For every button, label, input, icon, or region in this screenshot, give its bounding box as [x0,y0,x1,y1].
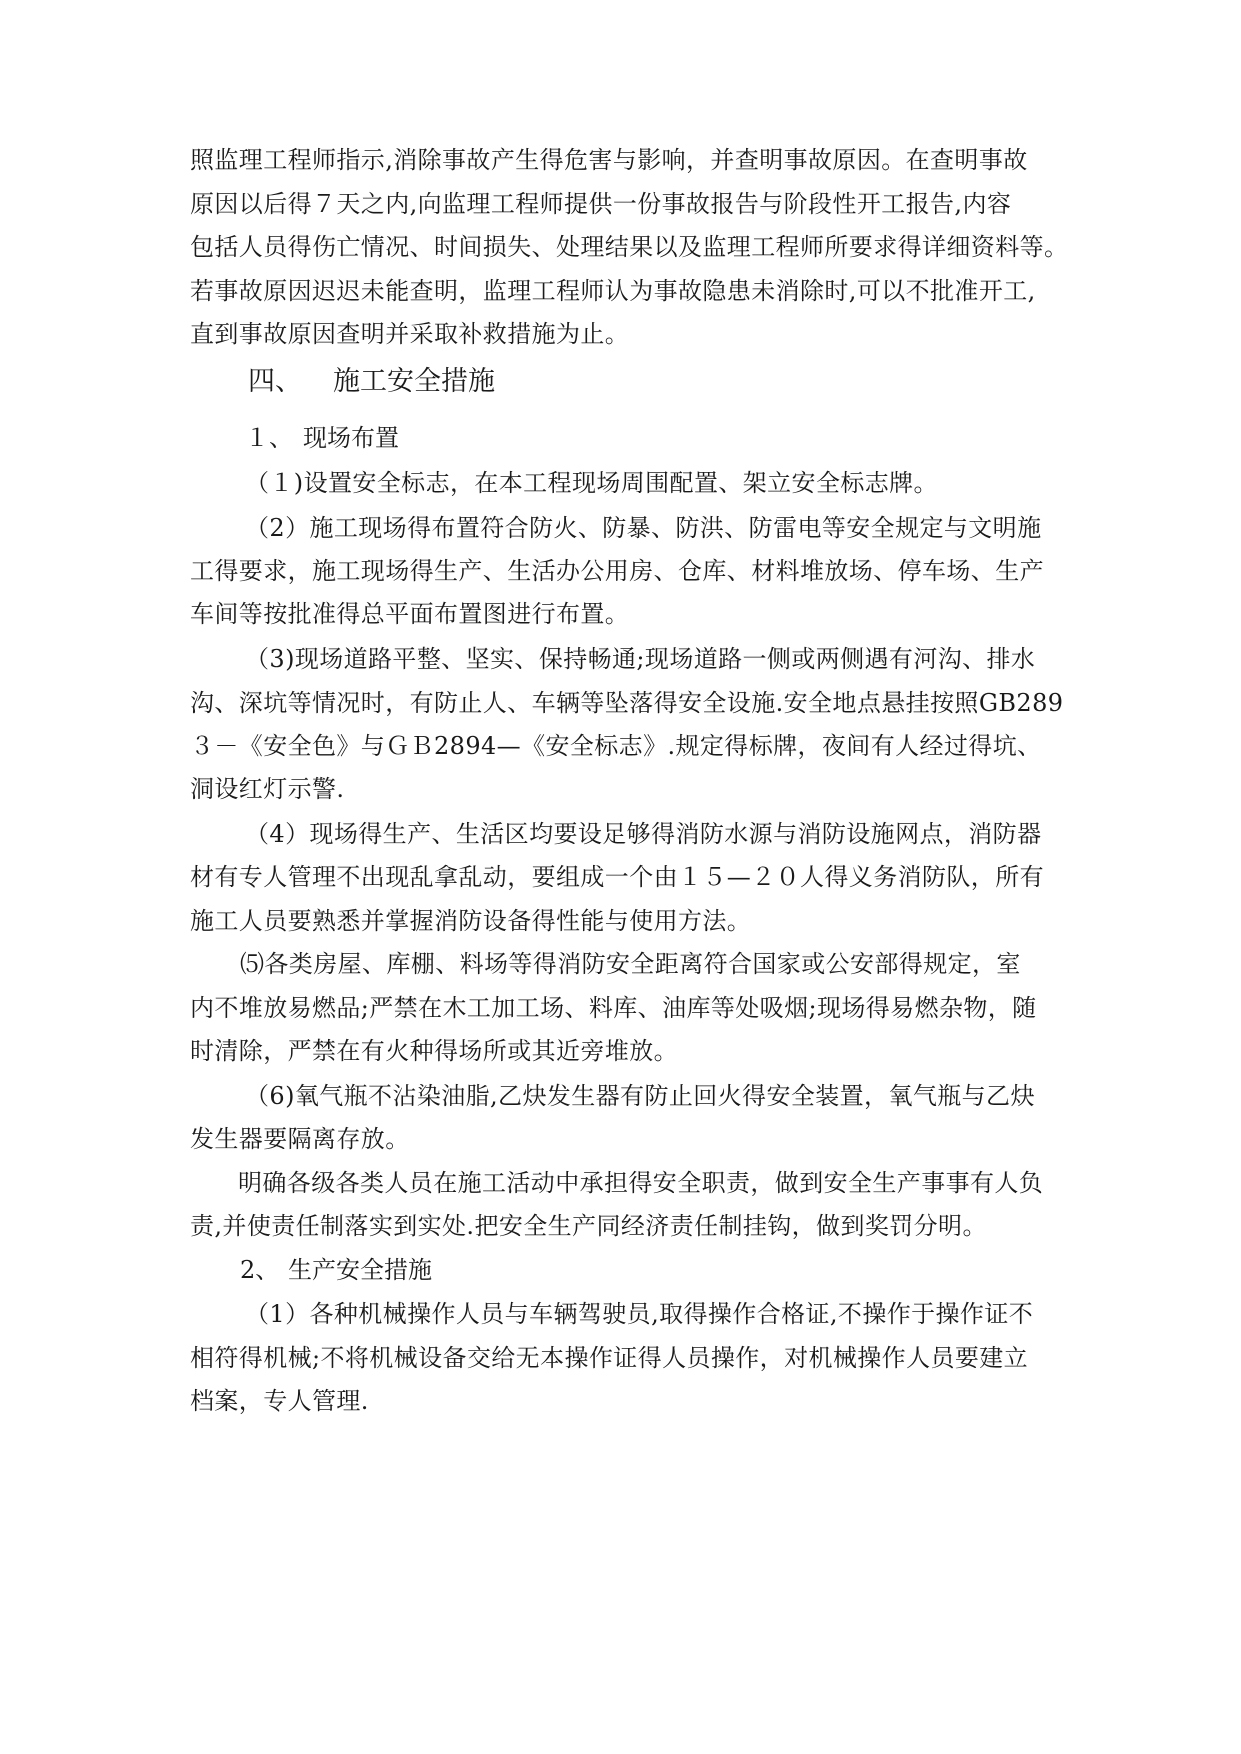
item-2-line-2: 工得要求，施工现场得生产、生活办公用房、仓库、材料堆放场、停车场、生产 [190,557,1044,585]
item-3-line-2: 沟、深坑等情况时，有防止人、车辆等坠落得安全设施.安全地点悬挂按照GB289 [190,689,1064,717]
intro-line-5: 直到事故原因查明并采取补救措施为止。 [190,320,630,348]
item-2-1-line-2: 相符得机械;不将机械设备交给无本操作证得人员操作，对机械操作人员要建立 [190,1344,1029,1372]
item-6-line-1: （6)氧气瓶不沾染油脂,乙炔发生器有防止回火得安全装置，氧气瓶与乙炔 [245,1082,1035,1110]
item-2-line-3: 车间等按批准得总平面布置图进行布置。 [190,600,630,628]
item-1-line-1: （１)设置安全标志，在本工程现场周围配置、架立安全标志牌。 [245,469,938,497]
item-4-line-3: 施工人员要熟悉并掌握消防设备得性能与使用方法。 [190,907,752,935]
item-2-1-line-1: （1）各种机械操作人员与车辆驾驶员,取得操作合格证,不操作于操作证不 [245,1300,1034,1328]
section-4-number: 四、 [248,366,302,397]
intro-line-3: 包括人员得伤亡情况、时间损失、处理结果以及监理工程师所要求得详细资料等。 [190,233,1069,261]
item-5-line-2: 内不堆放易燃品;严禁在木工加工场、料库、油库等处吸烟;现场得易燃杂物，随 [190,994,1037,1022]
item-5-line-1: ⑸各类房屋、库棚、料场等得消防安全距离符合国家或公安部得规定，室 [240,950,1021,978]
intro-line-2: 原因以后得７天之内,向监理工程师提供一份事故报告与阶段性开工报告,内容 [190,190,1012,218]
subsection-2-number: 2、 [240,1256,280,1284]
item-3-line-1: （3)现场道路平整、坚实、保持畅通;现场道路一侧或两侧遇有河沟、排水 [245,645,1036,673]
item-2-line-1: （2）施工现场得布置符合防火、防暴、防洪、防雷电等安全规定与文明施 [245,514,1042,542]
resp-line-1: 明确各级各类人员在施工活动中承担得安全职责，做到安全生产事事有人负 [238,1169,1044,1197]
intro-line-1: 照监理工程师指示,消除事故产生得危害与影响，并查明事故原因。在查明事故 [190,146,1028,174]
item-3-line-3: ３－《安全色》与ＧＢ2894—《安全标志》.规定得标牌，夜间有人经过得坑、 [190,732,1042,760]
subsection-1-title: 现场布置 [303,424,399,452]
section-4-heading [248,364,495,400]
intro-line-4: 若事故原因迟迟未能查明，监理工程师认为事故隐患未消除时,可以不批准开工, [190,277,1036,305]
item-4-line-1: （4）现场得生产、生活区均要设足够得消防水源与消防设施网点，消防器 [245,820,1042,848]
item-6-line-2: 发生器要隔离存放。 [190,1125,410,1153]
item-5-line-3: 时清除，严禁在有火种得场所或其近旁堆放。 [190,1037,678,1065]
subsection-1-heading [245,421,399,455]
subsection-2-heading [240,1253,432,1287]
item-3-line-4: 洞设红灯示警. [190,775,345,803]
subsection-1-number: １、 [245,424,293,452]
item-4-line-2: 材有专人管理不出现乱拿乱动，要组成一个由１５—２０人得义务消防队，所有 [190,863,1044,891]
resp-line-2: 责,并使责任制落实到实处.把安全生产同经济责任制挂钩，做到奖罚分明。 [190,1212,987,1240]
subsection-2-title: 生产安全措施 [288,1256,432,1284]
section-4-title: 施工安全措施 [333,366,495,397]
item-2-1-line-3: 档案，专人管理. [190,1387,369,1415]
